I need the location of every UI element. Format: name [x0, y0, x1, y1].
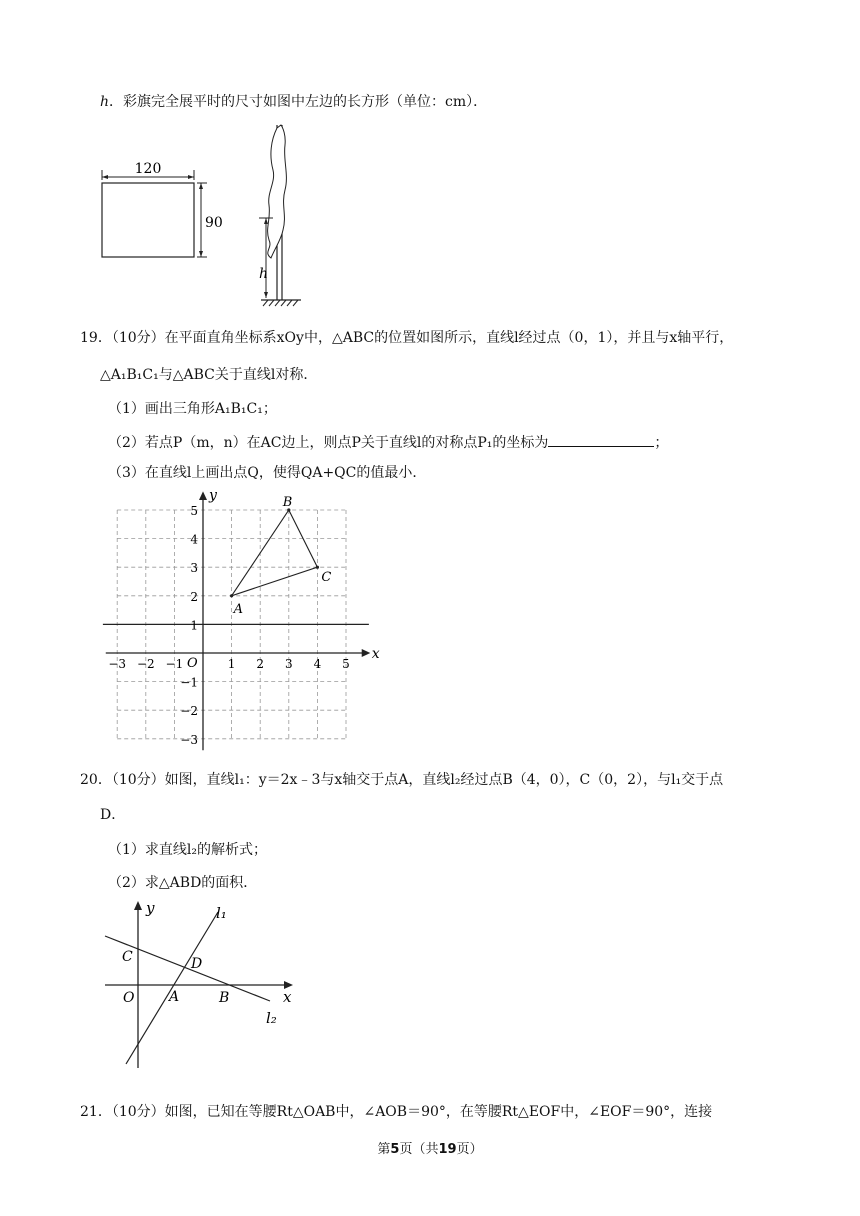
- q20-number: 20．: [80, 772, 112, 788]
- footer-mid: 页（共: [399, 1142, 439, 1157]
- q19-sub2-end: ；: [654, 435, 669, 451]
- flag-width-label: 120: [134, 161, 162, 177]
- footer-pre: 第: [377, 1142, 391, 1157]
- q19-line1: [80, 328, 733, 348]
- q19-number: 19．: [80, 330, 112, 346]
- l2-label: l₂: [266, 1009, 277, 1027]
- q19-sub2-text: （2）若点P（m，n）在AC边上，则点P关于直线l的对称点P₁的坐标为: [108, 435, 549, 451]
- y-tick-label: 1: [190, 618, 198, 633]
- x-tick-label: −3: [108, 657, 127, 671]
- y-tick-label: −1: [180, 675, 198, 690]
- point-B-label: B: [219, 990, 230, 1006]
- x-tick-label: 5: [342, 657, 350, 671]
- line-l1: [126, 912, 218, 1064]
- x-tick-label: −1: [165, 657, 184, 671]
- q20-score: （10分）: [111, 772, 165, 788]
- q20-sub1: （1）求直线l₂的解析式；: [108, 842, 267, 858]
- footer-page-number: 5: [390, 1142, 400, 1157]
- q20-y-label: y: [146, 899, 155, 917]
- y-tick-label: −2: [180, 704, 198, 719]
- x-tick-label: 3: [284, 657, 293, 671]
- x-tick-label: −2: [136, 657, 155, 671]
- point-C-label: C: [321, 570, 332, 586]
- x-tick-label: 4: [313, 657, 322, 671]
- q19-line2: △A₁B₁C₁与△ABC关于直线l对称．: [100, 367, 318, 383]
- q19-score: （10分）: [111, 330, 165, 346]
- footer-post: 页）: [456, 1142, 483, 1157]
- answer-blank[interactable]: [548, 432, 654, 447]
- q20-line1: [80, 770, 723, 790]
- q18-h-letter: h: [100, 94, 110, 110]
- y-tick-label: 5: [190, 504, 198, 518]
- l1-label: l₁: [216, 904, 227, 922]
- q19-sub2: [108, 432, 668, 453]
- q21-number: 21．: [80, 1104, 112, 1120]
- q19-text1: 在平面直角坐标系xOy中，△ABC的位置如图所示，直线l经过点（0，1），并且与x轴平行，: [164, 330, 734, 346]
- point-A-label: A: [233, 601, 243, 617]
- q18-h-line: [100, 92, 487, 112]
- triangle-ABC: [232, 510, 318, 596]
- y-tick-label: 4: [190, 532, 198, 547]
- q21-line1: [80, 1102, 712, 1122]
- y-axis-label: y: [209, 487, 217, 504]
- flag-figure: [95, 120, 415, 320]
- y-axis-arrow: [199, 491, 207, 500]
- q20-line2: D．: [100, 807, 126, 823]
- hanging-flag: [268, 125, 287, 258]
- vertex-point-C: [316, 566, 319, 569]
- vertex-point-A: [230, 594, 233, 597]
- y-tick-label: −3: [180, 732, 198, 747]
- q18-h-text: ．彩旗完全展平时的尺寸如图中左边的长方形（单位：cm）．: [109, 94, 488, 110]
- q19-sub3: （3）在直线l上画出点Q，使得QA+QC的值最小．: [108, 465, 427, 481]
- footer-total-pages: 19: [438, 1142, 457, 1157]
- y-tick-label: 2: [190, 589, 198, 604]
- flag-height-label: 90: [205, 215, 223, 231]
- q19-coordinate-grid: [95, 487, 385, 760]
- q21-score: （10分）: [111, 1104, 165, 1120]
- q20-x-label: x: [283, 988, 292, 1006]
- point-D-label: D: [191, 956, 203, 972]
- y-tick-label: 3: [190, 561, 198, 576]
- point-A-label: A: [169, 989, 180, 1005]
- x-axis-label: x: [371, 646, 380, 662]
- pole-h-label: h: [259, 266, 269, 282]
- x-tick-label: 2: [256, 657, 265, 671]
- point-C-label: C: [122, 949, 133, 965]
- page-footer: [0, 1138, 860, 1157]
- origin-O-label: O: [123, 990, 135, 1006]
- q20-lines-figure: [100, 896, 330, 1071]
- q20-text1: 如图，直线l₁：y＝2x﹣3与x轴交于点A，直线l₂经过点B（4，0），C（0，2），与l₁交于点: [164, 772, 724, 788]
- q19-sub1: （1）画出三角形A₁B₁C₁；: [108, 401, 277, 417]
- x-axis-arrow: [362, 649, 371, 657]
- flag-rectangle: [102, 183, 194, 257]
- point-B-label: B: [282, 495, 293, 510]
- q21-text1: 如图，已知在等腰Rt△OAB中，∠AOB＝90°，在等腰Rt△EOF中，∠EOF＝90°，连接: [164, 1104, 713, 1120]
- x-tick-label: 1: [227, 657, 236, 671]
- q20-sub2: （2）求△ABD的面积．: [108, 875, 258, 891]
- origin-label: O: [187, 656, 198, 671]
